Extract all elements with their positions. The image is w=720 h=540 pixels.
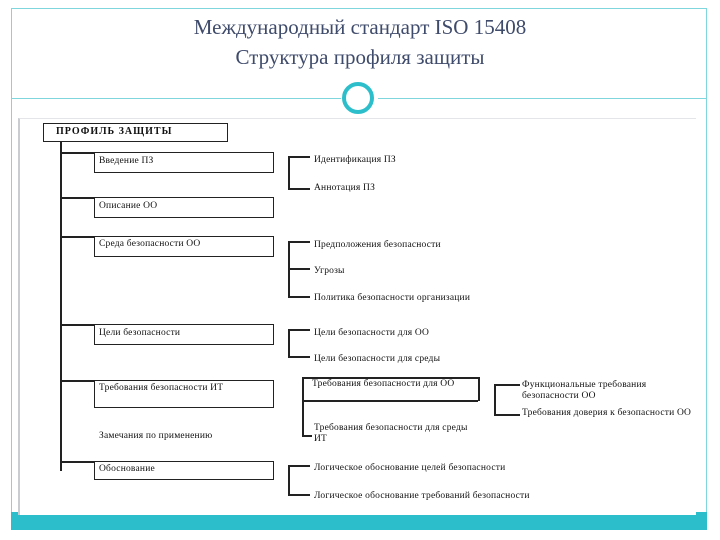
branch-line — [288, 465, 290, 495]
leaf-assumptions: Предположения безопасности — [314, 240, 441, 250]
connector — [60, 380, 94, 382]
connector — [60, 197, 94, 199]
leaf-functional: Функциональные требования безопасности ОО — [522, 380, 647, 401]
connector — [494, 414, 520, 416]
connector — [60, 461, 94, 463]
connector — [288, 465, 310, 467]
leaf-logic-obj: Логическое обоснование целей безопасности — [314, 463, 506, 473]
leaf-assurance: Требования доверия к безопасности ОО — [522, 408, 692, 418]
section-environment-label: Среда безопасности ОО — [99, 239, 201, 249]
leaf-obj-env: Цели безопасности для среды — [314, 354, 441, 364]
branch-line — [478, 377, 480, 401]
section-intro-label: Введение ПЗ — [99, 156, 154, 166]
leaf-identification: Идентификация ПЗ — [314, 155, 396, 165]
root-label: ПРОФИЛЬ ЗАЩИТЫ — [56, 126, 173, 137]
leaf-threats: Угрозы — [314, 266, 345, 276]
diagram-panel — [18, 118, 696, 515]
section-notes-label: Замечания по применению — [99, 431, 213, 441]
spine-line — [60, 142, 62, 471]
connector — [302, 400, 478, 402]
branch-line — [288, 329, 290, 357]
section-rationale-label: Обоснование — [99, 464, 155, 474]
connector — [288, 296, 310, 298]
connector — [302, 435, 312, 437]
branch-line — [288, 156, 290, 189]
connector — [288, 156, 310, 158]
leaf-policies: Политика безопасности организации — [314, 293, 471, 303]
section-objectives-label: Цели безопасности — [99, 328, 181, 338]
title-divider-left — [11, 98, 341, 99]
leaf-req-toe: Требования безопасности для ОО — [312, 379, 455, 389]
section-description-label: Описание ОО — [99, 201, 158, 211]
leaf-logic-req: Логическое обоснование требований безопасности — [314, 491, 530, 501]
connector — [288, 494, 310, 496]
connector — [494, 384, 520, 386]
connector — [288, 188, 310, 190]
connector — [60, 324, 94, 326]
connector — [288, 268, 310, 270]
connector — [60, 152, 94, 154]
divider-circle-ornament — [342, 82, 374, 114]
leaf-obj-toe: Цели безопасности для ОО — [314, 328, 430, 338]
connector — [60, 236, 94, 238]
connector — [288, 241, 310, 243]
title-divider-right — [378, 98, 707, 99]
leaf-annotation: Аннотация ПЗ — [314, 183, 376, 193]
section-requirements-label: Требования безопасности ИТ — [99, 383, 224, 393]
branch-line — [302, 377, 304, 437]
connector — [288, 329, 310, 331]
connector — [288, 356, 310, 358]
slide-subtitle: Структура профиля защиты — [235, 45, 485, 69]
leaf-req-env: Требования безопасности для среды ИТ — [314, 423, 468, 444]
slide-title: Международный стандарт ISO 15408 — [193, 15, 527, 39]
branch-line — [494, 384, 496, 415]
